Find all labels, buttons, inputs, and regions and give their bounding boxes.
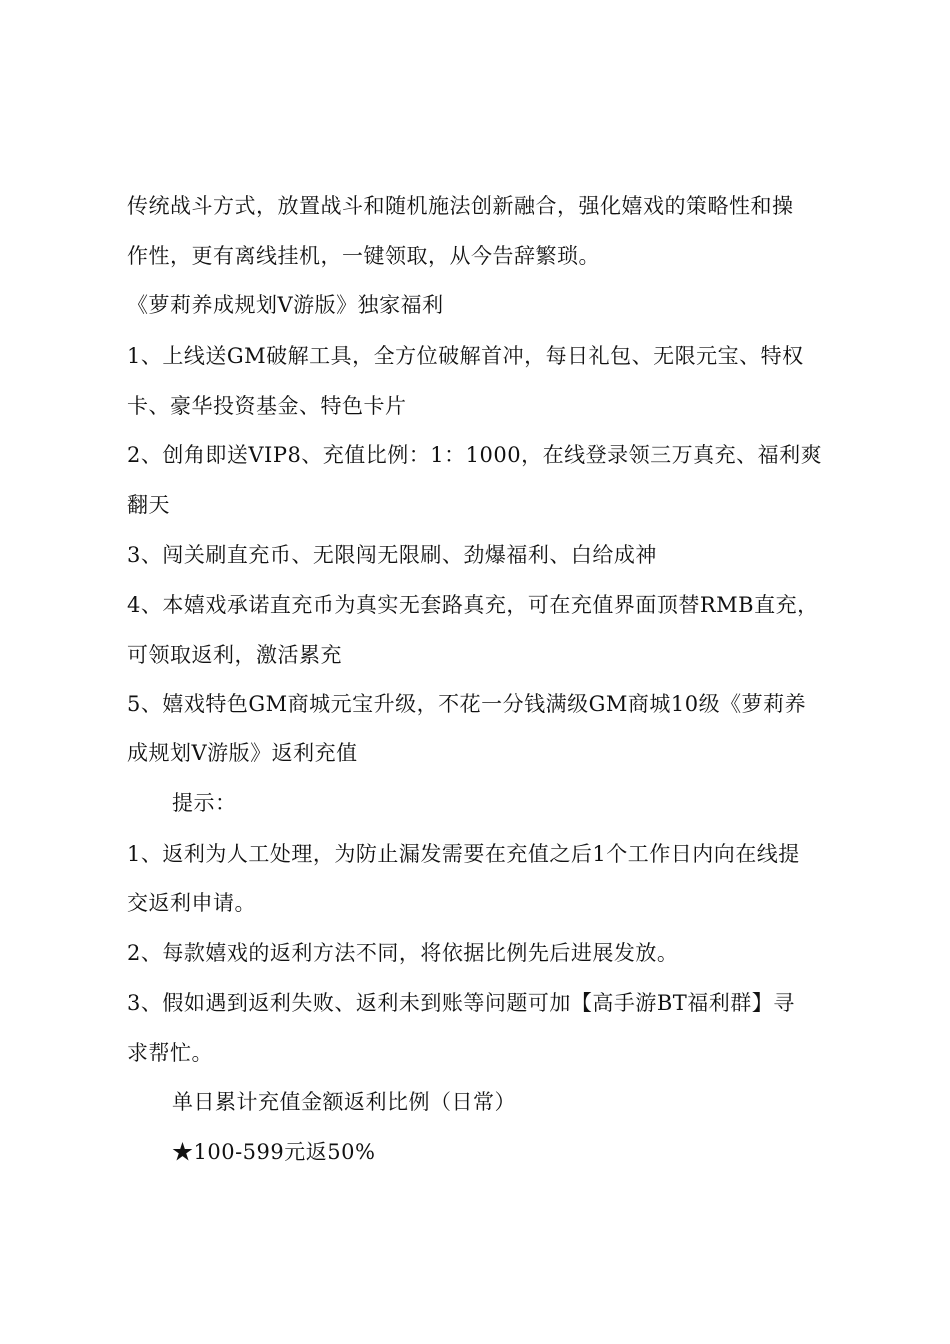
tip-item-line: 3、假如遇到返利失败、返利未到账等问题可加【高手游BT福利群】寻 <box>127 991 795 1015</box>
tip-item-line: 1、返利为人工处理，为防止漏发需要在充值之后1个工作日内向在线提 <box>127 842 800 866</box>
list-item-line: 2、创角即送VIP8、充值比例：1：1000，在线登录领三万真充、福利爽 <box>127 443 823 467</box>
list-item-line: 卡、豪华投资基金、特色卡片 <box>127 394 407 418</box>
list-item-line: 可领取返利，激活累充 <box>127 643 342 667</box>
list-item-line: 3、闯关刷直充币、无限闯无限刷、劲爆福利、白给成神 <box>127 543 657 567</box>
list-item-line: 4、本嬉戏承诺直充币为真实无套路真充，可在充值界面顶替RMB直充， <box>127 593 819 617</box>
list-item-line: 翻天 <box>127 493 170 517</box>
tip-item-line: 交返利申请。 <box>127 891 256 915</box>
list-item-line: 5、嬉戏特色GM商城元宝升级，不花一分钱满级GM商城10级《萝莉养 <box>127 692 807 716</box>
paragraph-line: 作性，更有离线挂机，一键领取，从今告辞繁琐。 <box>127 244 600 268</box>
paragraph-line: 传统战斗方式，放置战斗和随机施法创新融合，强化嬉戏的策略性和操 <box>127 194 794 218</box>
list-item-line: 成规划V游版》返利充值 <box>127 741 358 765</box>
tip-item-line: 2、每款嬉戏的返利方法不同，将依据比例先后进展发放。 <box>127 941 679 965</box>
list-item-line: 1、上线送GM破解工具，全方位破解首冲，每日礼包、无限元宝、特权 <box>127 344 804 368</box>
tips-heading: 提示： <box>172 791 237 815</box>
rebate-heading: 单日累计充值金额返利比例（日常） <box>172 1090 516 1114</box>
tip-item-line: 求帮忙。 <box>127 1041 213 1065</box>
rebate-tier: ★100-599元返50% <box>172 1140 376 1164</box>
section-heading: 《萝莉养成规划V游版》独家福利 <box>127 293 444 317</box>
